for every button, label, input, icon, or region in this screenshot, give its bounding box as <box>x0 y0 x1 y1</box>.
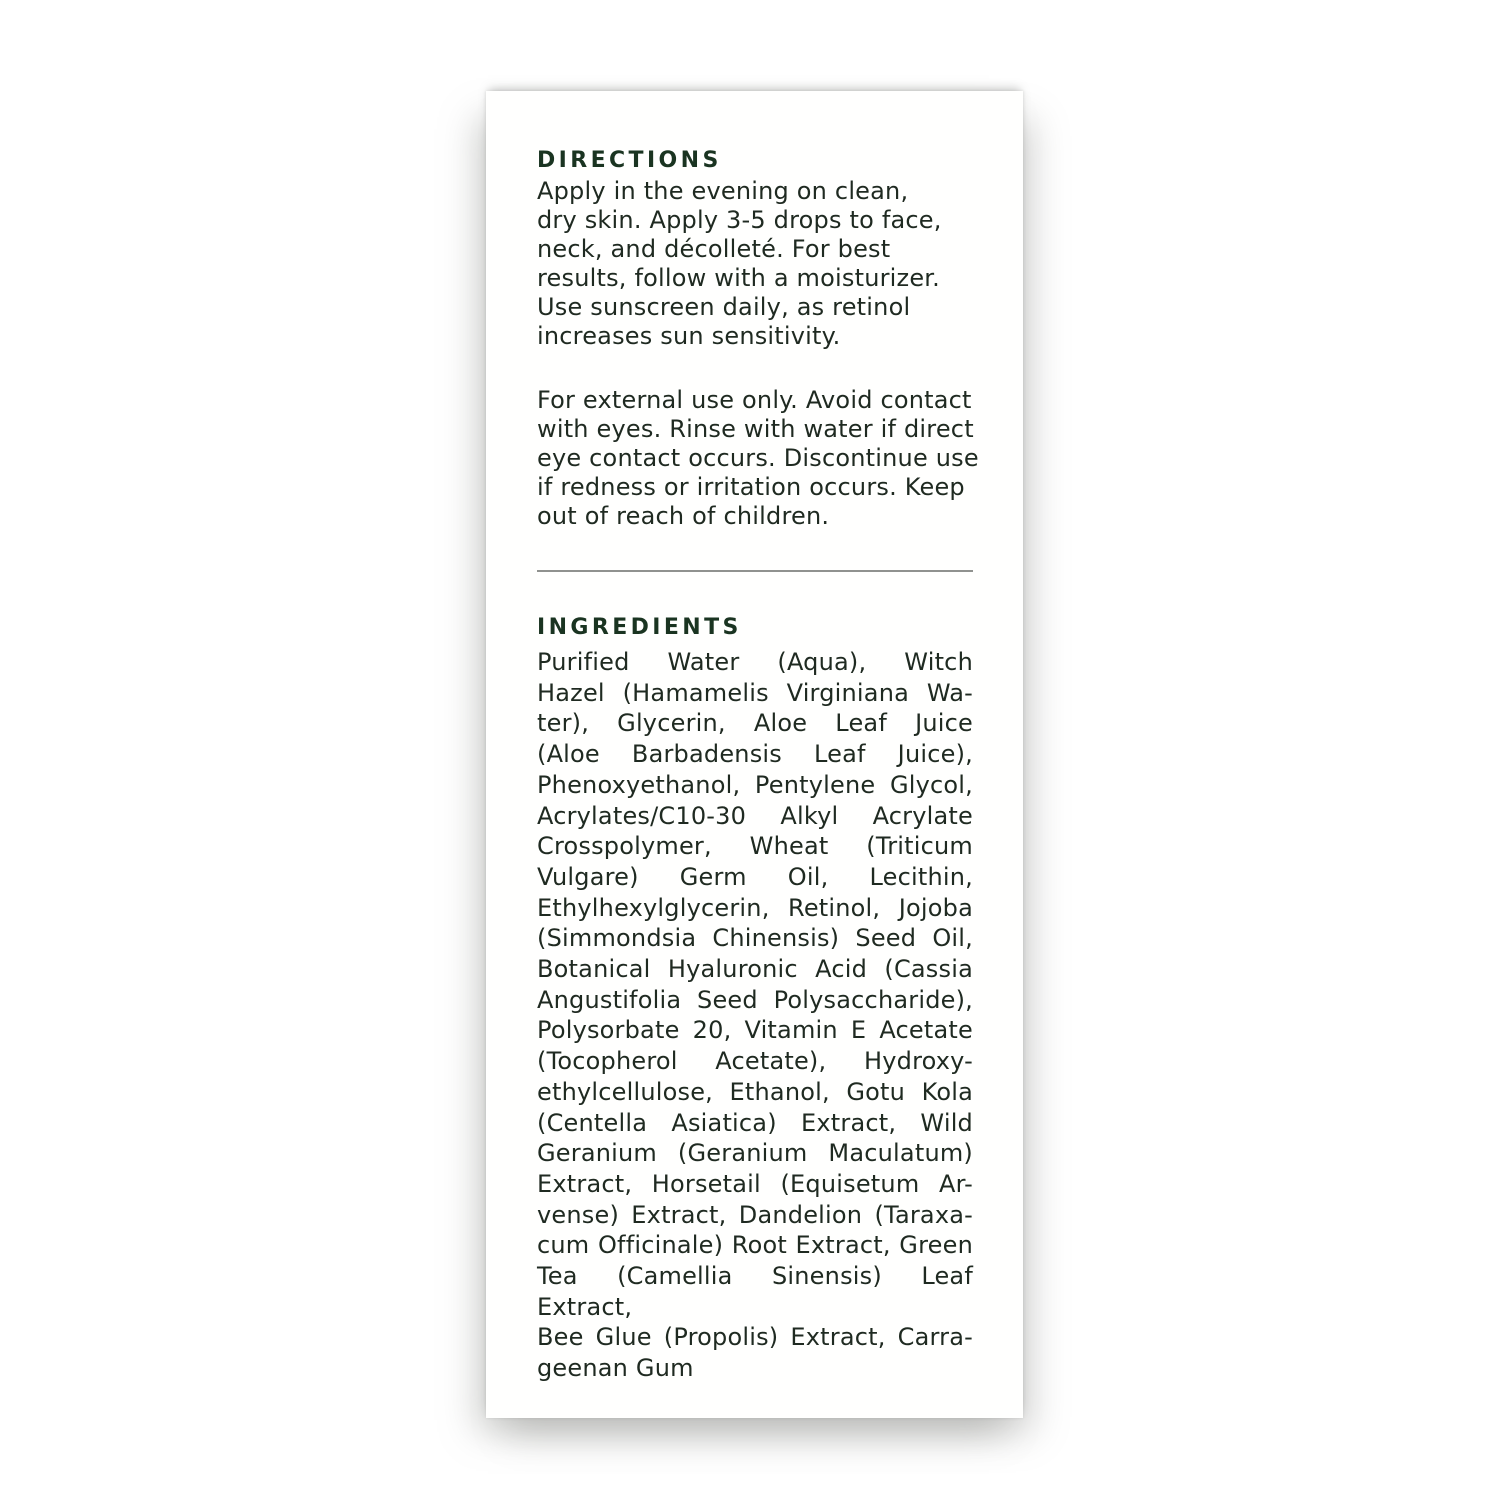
text-line: dry skin. Apply 3-5 drops to face, <box>537 206 942 234</box>
text-line: (Simmondsia Chinensis) Seed Oil, <box>537 924 973 953</box>
text-line: (Centella Asiatica) Extract, Wild <box>537 1108 973 1137</box>
text-line: results, follow with a moisturizer. <box>537 264 940 292</box>
text-line: Angustifolia Seed Polysaccharide), <box>537 985 973 1014</box>
text-line: ter), Glycerin, Aloe Leaf Juice <box>537 709 973 738</box>
text-line: Bee Glue (Propolis) Extract, Carra- <box>537 1323 973 1352</box>
text-line: Apply in the evening on clean, <box>537 177 909 205</box>
text-line: out of reach of children. <box>537 502 830 530</box>
text-line: For external use only. Avoid contact <box>537 386 972 414</box>
text-line: Ethylhexylglycerin, Retinol, Jojoba <box>537 893 973 922</box>
text-line: Use sunscreen daily, as retinol <box>537 293 911 321</box>
text-line: if redness or irritation occurs. Keep <box>537 473 965 501</box>
label-content <box>486 91 1023 1384</box>
text-line: geenan Gum <box>537 1354 694 1383</box>
text-line: Vulgare) Germ Oil, Lecithin, <box>537 862 973 891</box>
directions-usage-paragraph <box>537 177 973 351</box>
text-line: (Aloe Barbadensis Leaf Juice), <box>537 740 973 769</box>
text-line: with eyes. Rinse with water if direct <box>537 415 974 443</box>
text-line: cum Officinale) Root Extract, Green <box>537 1231 973 1260</box>
section-divider <box>537 570 973 572</box>
directions-heading: DIRECTIONS <box>537 148 722 173</box>
text-line: Acrylates/C10-30 Alkyl Acrylate <box>537 801 973 830</box>
text-line: Phenoxyethanol, Pentylene Glycol, <box>537 770 973 799</box>
text-line: neck, and décolleté. For best <box>537 235 891 263</box>
text-line: increases sun sensitivity. <box>537 322 841 350</box>
directions-warning-paragraph <box>537 386 979 531</box>
text-line: Crosspolymer, Wheat (Triticum <box>537 832 973 861</box>
text-line: (Tocopherol Acetate), Hydroxy- <box>537 1047 973 1076</box>
text-line: vense) Extract, Dandelion (Taraxa- <box>537 1200 973 1229</box>
text-line: Polysorbate 20, Vitamin E Acetate <box>537 1016 973 1045</box>
text-line: Tea (Camellia Sinensis) Leaf Extract, <box>537 1262 973 1321</box>
text-line: Geranium (Geranium Maculatum) <box>537 1139 973 1168</box>
text-line: Hazel (Hamamelis Virginiana Wa- <box>537 678 973 707</box>
text-line: Extract, Horsetail (Equisetum Ar- <box>537 1169 973 1198</box>
text-line: eye contact occurs. Discontinue use <box>537 444 979 472</box>
product-label-panel <box>486 91 1023 1418</box>
text-line: ethylcellulose, Ethanol, Gotu Kola <box>537 1077 973 1106</box>
text-line: Purified Water (Aqua), Witch <box>537 648 973 676</box>
ingredients-heading: INGREDIENTS <box>537 615 742 640</box>
ingredients-list-paragraph <box>537 647 973 1384</box>
text-line: Botanical Hyaluronic Acid (Cassia <box>537 955 973 984</box>
